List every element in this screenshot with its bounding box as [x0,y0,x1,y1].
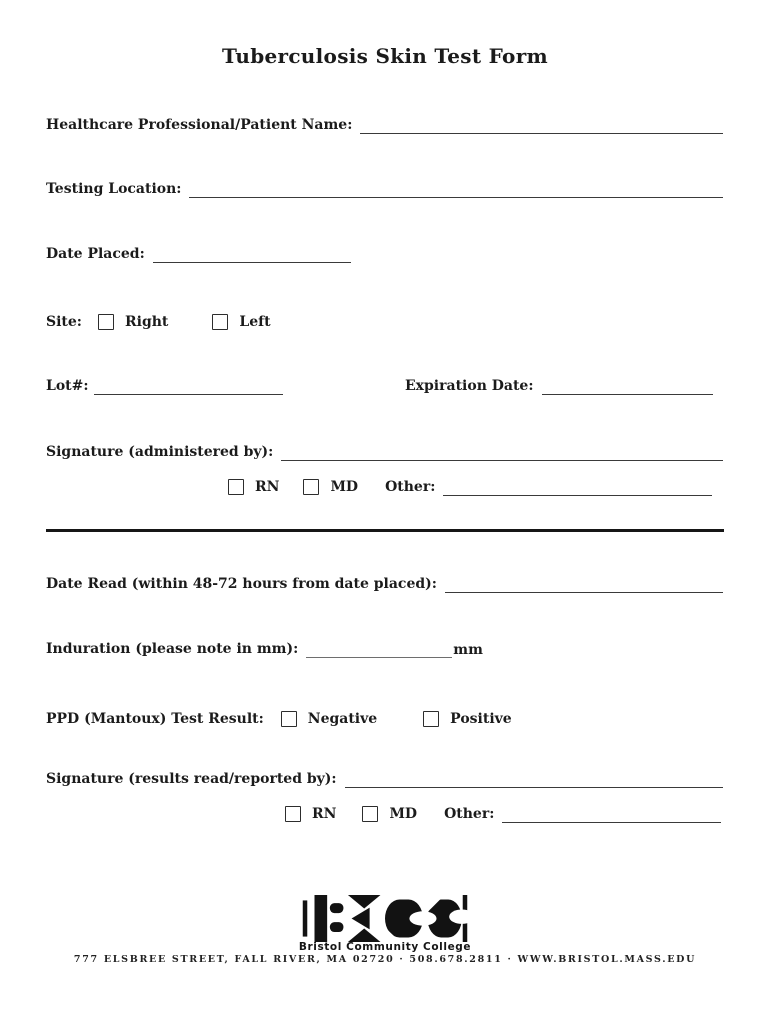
lot-number-label: Lot#: [46,378,89,394]
date-placed-row [46,243,723,263]
testing-location-input[interactable] [189,180,723,198]
reported-credential-row [285,804,721,824]
induration-label: Induration (please note in mm): [46,641,299,657]
lot-expiration-row [46,375,713,395]
signature-results-row [46,768,723,788]
administered-rn-label: RN [255,479,280,495]
signature-administered-input[interactable] [281,443,723,461]
induration-row [46,638,723,658]
site-right-checkbox[interactable] [98,314,114,330]
reported-md-label: MD [389,806,418,822]
result-negative-label: Negative [307,711,378,727]
page-title: Tuberculosis Skin Test Form [222,44,548,68]
reported-other-input[interactable] [502,805,721,823]
testing-location-label: Testing Location: [46,181,182,197]
administered-md-checkbox[interactable] [303,479,319,495]
date-placed-input[interactable] [153,245,351,263]
result-negative-checkbox[interactable] [281,711,297,727]
site-right-label: Right [124,314,169,330]
result-positive-label: Positive [450,711,512,727]
lot-number-input[interactable] [94,377,283,395]
signature-results-input[interactable] [345,770,723,788]
expiration-date-input[interactable] [542,377,713,395]
address-line: 777 ELSBREE STREET, FALL RIVER, MA 02720 · 508.678.2811 · WWW.BRISTOL.MASS.EDU [73,954,697,965]
result-positive-checkbox[interactable] [423,711,439,727]
ppd-result-row [46,709,723,729]
ppd-result-label: PPD (Mantoux) Test Result: [46,711,264,727]
bcc-logo-icon [299,895,471,942]
date-placed-label: Date Placed: [46,246,145,262]
site-row [46,312,723,332]
site-left-label: Left [239,314,271,330]
reported-other-label: Other: [444,806,495,822]
date-read-row [46,573,723,593]
signature-results-label: Signature (results read/reported by): [46,771,337,787]
site-label: Site: [46,314,82,330]
induration-unit: mm [453,642,483,658]
date-read-label: Date Read (within 48-72 hours from date placed): [46,576,437,592]
footer-logo-block [0,895,770,953]
reported-rn-checkbox[interactable] [285,806,301,822]
administered-rn-checkbox[interactable] [228,479,244,495]
administered-other-input[interactable] [443,478,712,496]
name-row [46,114,723,134]
section-divider [46,529,724,532]
signature-administered-row [46,441,723,461]
testing-location-row [46,178,723,198]
signature-administered-label: Signature (administered by): [46,444,274,460]
administered-credential-row [228,477,712,497]
administered-md-label: MD [330,479,359,495]
site-left-checkbox[interactable] [212,314,228,330]
name-input[interactable] [360,116,723,134]
reported-md-checkbox[interactable] [362,806,378,822]
expiration-date-label: Expiration Date: [405,378,534,394]
induration-input[interactable] [306,640,452,658]
reported-rn-label: RN [312,806,337,822]
name-label: Healthcare Professional/Patient Name: [46,117,353,133]
date-read-input[interactable] [445,575,723,593]
college-name: Bristol Community College [298,941,472,953]
administered-other-label: Other: [385,479,436,495]
